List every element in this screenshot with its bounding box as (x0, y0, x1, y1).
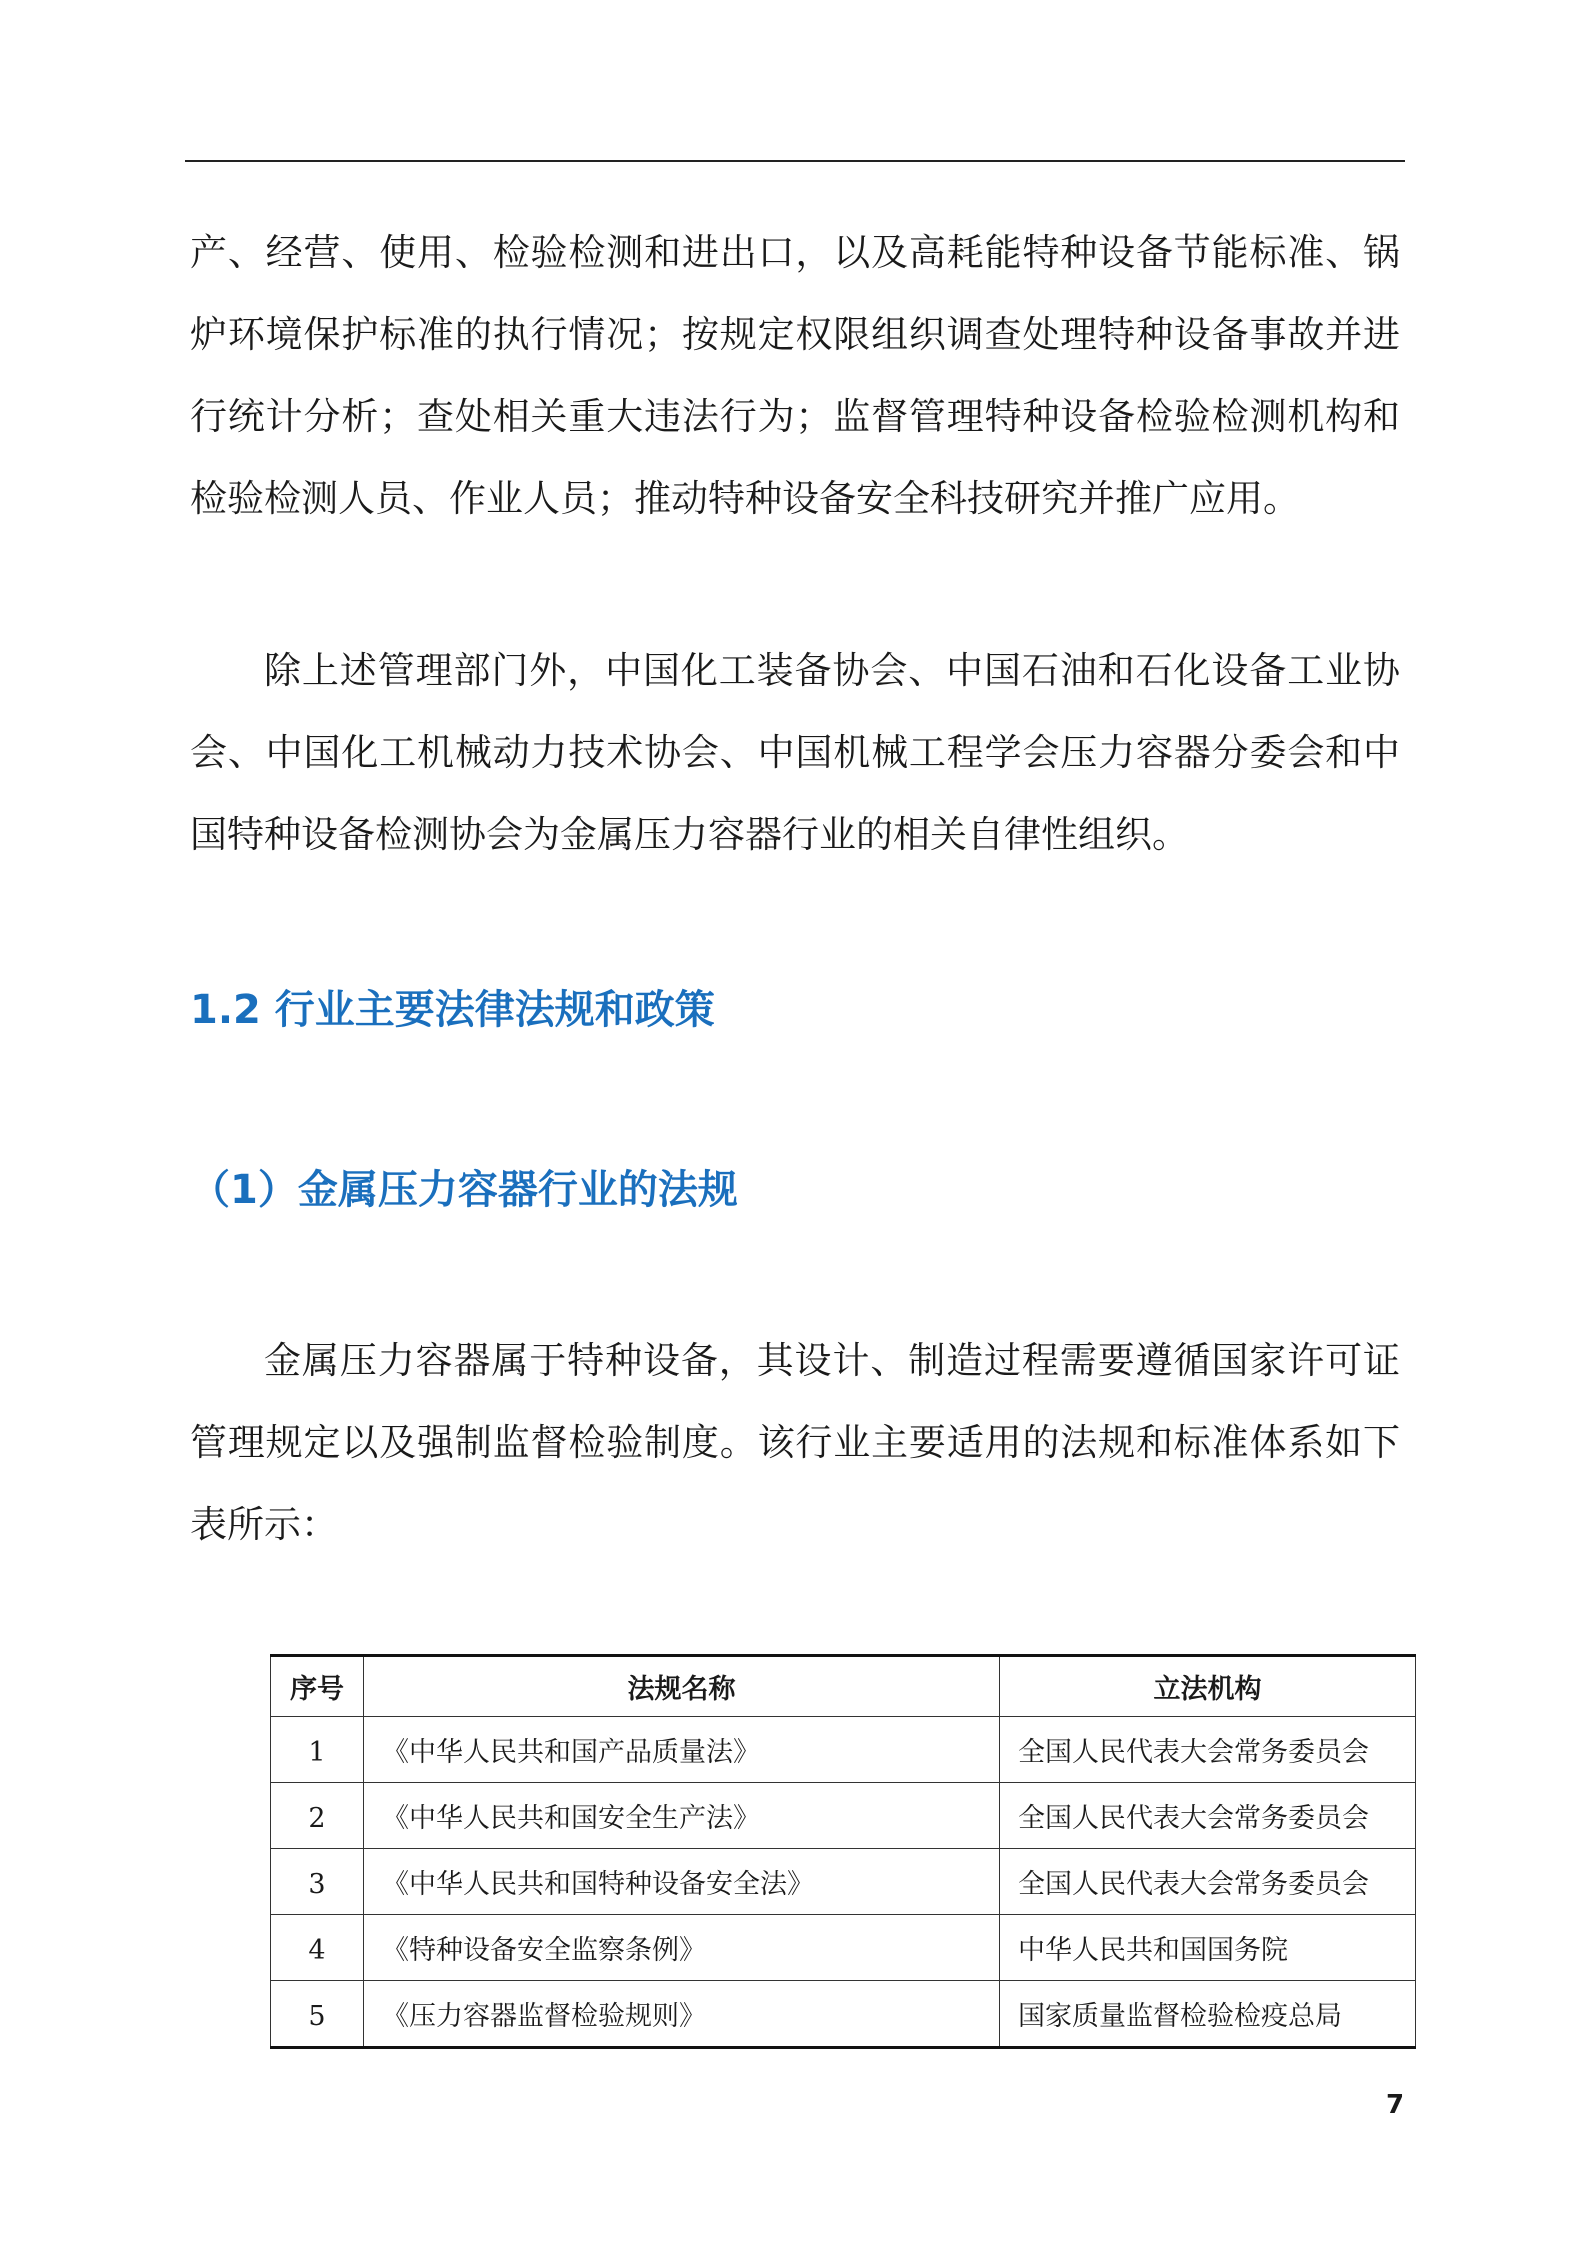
table-row (271, 1849, 1416, 1915)
row-legislature: 全国人民代表大会常务委员会 (1000, 1849, 1416, 1915)
row-number: 2 (271, 1783, 364, 1849)
subsection-heading: （1）金属压力容器行业的法规 (190, 1167, 738, 1213)
regulations-table (270, 1654, 1416, 2049)
row-law-name: 《压力容器监督检验规则》 (364, 1981, 1000, 2048)
paragraph-associations: 除上述管理部门外，中国化工装备协会、中国石油和石化设备工业协会、中国化工机械动力技术协会、中国机械工程学会压力容器分委会和中国特种设备检测协会为金属压力容器行业的相关自律性组织。 (190, 649, 1400, 856)
paragraph-regulations-intro: 金属压力容器属于特种设备，其设计、制造过程需要遵循国家许可证管理规定以及强制监督检验制度。该行业主要适用的法规和标准体系如下表所示： (190, 1339, 1400, 1546)
row-law-name: 《特种设备安全监察条例》 (364, 1915, 1000, 1981)
row-law-name: 《中华人民共和国特种设备安全法》 (364, 1849, 1000, 1915)
row-legislature: 全国人民代表大会常务委员会 (1000, 1783, 1416, 1849)
row-number: 5 (271, 1981, 364, 2048)
page-number: 7 (1386, 2090, 1405, 2120)
row-law-name: 《中华人民共和国产品质量法》 (364, 1717, 1000, 1783)
row-law-name: 《中华人民共和国安全生产法》 (364, 1783, 1000, 1849)
row-number: 4 (271, 1915, 364, 1981)
row-legislature: 国家质量监督检验检疫总局 (1000, 1981, 1416, 2048)
table-header-row (271, 1656, 1416, 1717)
table-row (271, 1981, 1416, 2048)
paragraph-continuation: 产、经营、使用、检验检测和进出口，以及高耗能特种设备节能标准、锅炉环境保护标准的执行情况；按规定权限组织调查处理特种设备事故并进行统计分析；查处相关重大违法行为；监督管理特种设备检验检测机构和检验检测人员、作业人员；推动特种设备安全科技研究并推广应用。 (190, 231, 1400, 520)
row-legislature: 中华人民共和国国务院 (1000, 1915, 1416, 1981)
header-number: 序号 (271, 1656, 364, 1717)
table-row (271, 1717, 1416, 1783)
row-number: 3 (271, 1849, 364, 1915)
table-row (271, 1783, 1416, 1849)
section-heading: 1.2 行业主要法律法规和政策 (190, 987, 715, 1033)
header-law-name: 法规名称 (364, 1656, 1000, 1717)
header-legislature: 立法机构 (1000, 1656, 1416, 1717)
row-number: 1 (271, 1717, 364, 1783)
table-row (271, 1915, 1416, 1981)
row-legislature: 全国人民代表大会常务委员会 (1000, 1717, 1416, 1783)
header-rule (185, 160, 1405, 162)
